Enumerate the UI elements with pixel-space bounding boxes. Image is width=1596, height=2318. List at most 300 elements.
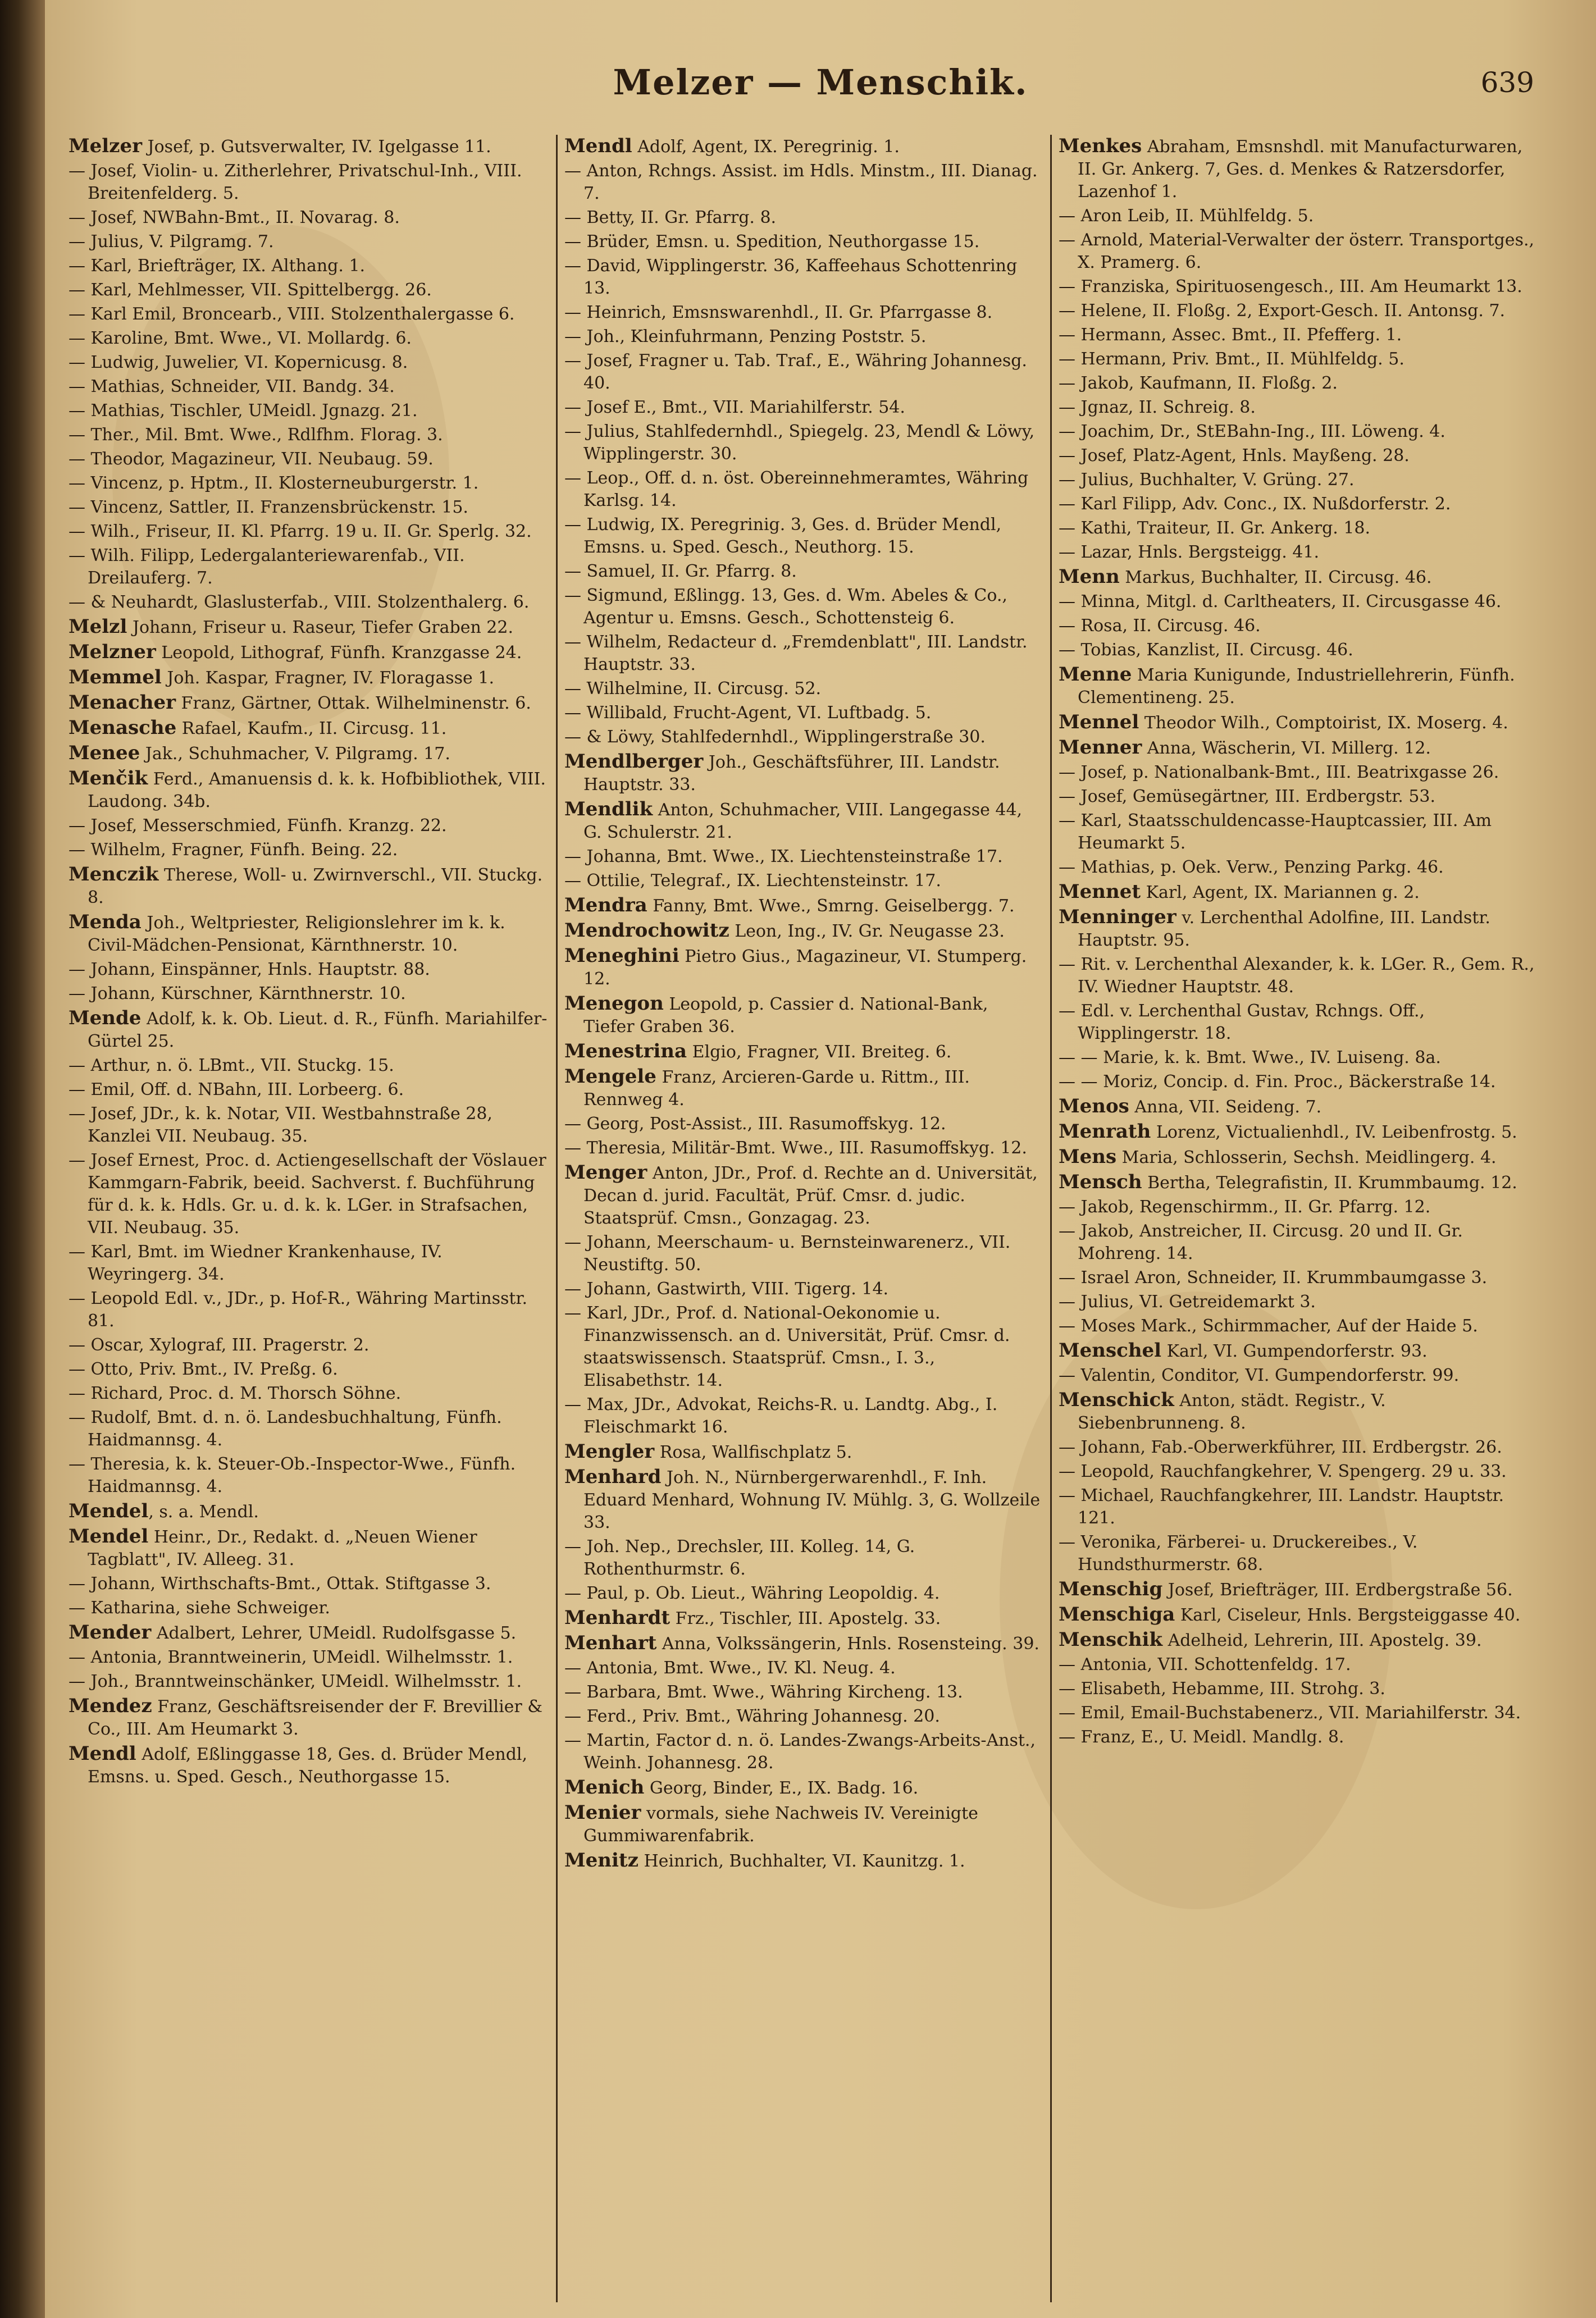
entry-surname: Mengler [564, 1440, 655, 1463]
entry-text: — Franz, E., U. Meidl. Mandlg. 8. [1059, 1727, 1344, 1747]
entry-text: — Emil, Email-Buchstabenerz., VII. Mariahilferstr. 34. [1059, 1703, 1521, 1723]
directory-entry [564, 919, 1043, 943]
entry-text: — Kathi, Traiteur, II. Gr. Ankerg. 18. [1059, 518, 1371, 538]
entry-surname: Mender [69, 1621, 152, 1644]
entry-surname: Mendl [564, 135, 632, 157]
entry-text: — Johann, Kürschner, Kärnthnerstr. 10. [69, 984, 406, 1003]
entry-surname: Mendlik [564, 798, 653, 820]
entry-text: — Rudolf, Bmt. d. n. ö. Landesbuchhaltung, Fünfh. Haidmannsg. 4. [69, 1408, 502, 1450]
entry-text: — Aron Leib, II. Mühlfeldg. 5. [1059, 206, 1314, 226]
entry-text: — Arnold, Material-Verwalter der österr. Transportges., X. Pramerg. 6. [1059, 230, 1535, 272]
directory-entry [69, 839, 549, 861]
directory-entry [69, 1149, 549, 1239]
entry-text: — Karl, Briefträger, IX. Althang. 1. [69, 256, 366, 276]
directory-entry [1059, 1628, 1538, 1652]
directory-entry [1059, 1196, 1538, 1219]
entry-surname: Mende [69, 1007, 142, 1029]
entry-text: Franz, Geschäftsreisender der F. Brevillier & Co., III. Am Heumarkt 3. [88, 1697, 543, 1739]
directory-entry [69, 1007, 549, 1053]
entry-text: — Betty, II. Gr. Pfarrg. 8. [564, 208, 777, 227]
entry-text: — Josef, Gemüsegärtner, III. Erdbergstr. 53. [1059, 787, 1436, 806]
directory-entry [564, 467, 1043, 512]
entry-text: Josef, p. Gutsverwalter, IV. Igelgasse 11. [142, 137, 491, 157]
entry-surname: Mennet [1059, 880, 1141, 903]
directory-entry [1059, 1071, 1538, 1093]
directory-entry [564, 1394, 1043, 1439]
directory-entry [1059, 1047, 1538, 1069]
directory-entry [564, 350, 1043, 395]
directory-entry [1059, 1220, 1538, 1265]
directory-entry [69, 863, 549, 909]
directory-entry [564, 944, 1043, 991]
directory-entry [1059, 469, 1538, 491]
entry-text: Lorenz, Victualienhdl., IV. Leibenfrostg. 5. [1151, 1123, 1517, 1142]
entry-text: Adolf, Agent, IX. Peregrinig. 1. [632, 137, 900, 157]
entry-surname: Mendrochowitz [564, 919, 729, 942]
entry-text: , s. a. Mendl. [148, 1502, 259, 1522]
entry-text: Joh. N., Nürnbergerwarenhdl., F. Inh. Eduard Menhard, Wohnung IV. Mühlg. 3, G. Wollzeile 33. [583, 1468, 1041, 1532]
entry-text: Fanny, Bmt. Wwe., Smrng. Geiselbergg. 7. [647, 896, 1015, 916]
entry-text: Johann, Friseur u. Raseur, Tiefer Graben 22. [127, 618, 514, 637]
entry-text: — Ludwig, IX. Peregrinig. 3, Ges. d. Brüder Mendl, Emsns. u. Sped. Gesch., Neuthorg. 15. [564, 515, 1002, 557]
directory-entry [564, 1582, 1043, 1605]
directory-entry [1059, 1726, 1538, 1749]
directory-entry [1059, 906, 1538, 952]
entry-text: — Mathias, Tischler, UMeidl. Jgnazg. 21. [69, 401, 418, 421]
entry-text: — Edl. v. Lerchenthal Gustav, Rchngs. Off., Wipplingerstr. 18. [1059, 1001, 1425, 1043]
directory-entry [1059, 953, 1538, 998]
directory-entry [564, 326, 1043, 348]
directory-entry [564, 160, 1043, 205]
entry-surname: Menschick [1059, 1389, 1174, 1411]
entry-text: Josef, Briefträger, III. Erdbergstraße 56. [1162, 1580, 1513, 1600]
entry-text: — Jakob, Anstreicher, II. Circusg. 20 und II. Gr. Mohreng. 14. [1059, 1221, 1463, 1263]
entry-text: Joh. Kaspar, Fragner, IV. Floragasse 1. [161, 668, 494, 688]
entry-text: Adolf, k. k. Ob. Lieut. d. R., Fünfh. Mariahilfer-Gürtel 25. [88, 1009, 548, 1051]
entry-text: Anna, VII. Seideng. 7. [1129, 1097, 1322, 1117]
directory-entry [1059, 396, 1538, 419]
entry-text: — Theresia, k. k. Steuer-Ob.-Inspector-Wwe., Fünfh. Haidmannsg. 4. [69, 1454, 516, 1496]
directory-entry [69, 1621, 549, 1645]
directory-entry [1059, 565, 1538, 589]
directory-entry [1059, 229, 1538, 274]
entry-surname: Menos [1059, 1095, 1129, 1117]
entry-text: Elgio, Fragner, VII. Breiteg. 6. [687, 1042, 952, 1062]
entry-text: — Tobias, Kanzlist, II. Circusg. 46. [1059, 640, 1353, 660]
directory-entry [564, 421, 1043, 466]
directory-entry [564, 894, 1043, 918]
directory-entry [69, 472, 549, 495]
entry-text: — Sigmund, Eßlingg. 13, Ges. d. Wm. Abeles & Co., Agentur u. Emsns. Gesch., Schottensteig 6. [564, 586, 1007, 628]
entry-text: — Karl, Staatsschuldencasse-Hauptcassier, III. Am Heumarkt 5. [1059, 811, 1492, 853]
entry-text: — Franziska, Spirituosengesch., III. Am Heumarkt 13. [1059, 277, 1522, 296]
entry-surname: Menne [1059, 663, 1132, 686]
entry-surname: Menhardt [564, 1607, 671, 1629]
entry-text: — Josef, Violin- u. Zitherlehrer, Privatschul-Inh., VIII. Breitenfelderg. 5. [69, 161, 522, 203]
directory-entry [1059, 135, 1538, 203]
page-header [45, 62, 1596, 124]
entry-surname: Melzner [69, 641, 156, 663]
entry-text: — Elisabeth, Hebamme, III. Strohg. 3. [1059, 1679, 1385, 1699]
entry-surname: Mendez [69, 1695, 152, 1717]
entry-text: Markus, Buchhalter, II. Circusg. 46. [1119, 568, 1432, 587]
entry-text: Leon, Ing., IV. Gr. Neugasse 23. [729, 921, 1005, 941]
entry-text: — Johanna, Bmt. Wwe., IX. Liechtensteinstraße 17. [564, 847, 1003, 866]
directory-entry [1059, 205, 1538, 227]
entry-surname: Menacher [69, 691, 176, 714]
entry-text: — Antonia, Bmt. Wwe., IV. Kl. Neug. 4. [564, 1658, 896, 1678]
entry-surname: Menestrina [564, 1040, 687, 1062]
directory-entry [69, 1742, 549, 1788]
entry-text: vormals, siehe Nachweis IV. Vereinigte Gummiwarenfabrik. [583, 1804, 978, 1846]
directory-entry [564, 1607, 1043, 1630]
directory-entry [69, 983, 549, 1005]
entry-surname: Mendlberger [564, 750, 704, 773]
entry-text: — Josef, JDr., k. k. Notar, VII. Westbahnstraße 28, Kanzlei VII. Neubaug. 35. [69, 1104, 493, 1146]
directory-entry [564, 1801, 1043, 1847]
directory-entry [69, 279, 549, 302]
entry-surname: Mengele [564, 1065, 656, 1088]
directory-entry [69, 352, 549, 374]
entry-text: — & Löwy, Stahlfedernhdl., Wipplingerstraße 30. [564, 727, 986, 747]
entry-text: Anton, Schuhmacher, VIII. Langegasse 44, G. Schulerstr. 21. [583, 800, 1023, 842]
directory-entry [69, 1500, 549, 1523]
directory-entry [1059, 1578, 1538, 1601]
directory-entry [564, 1231, 1043, 1276]
directory-entry [69, 666, 549, 690]
directory-entry [564, 135, 1043, 158]
directory-entry [564, 1137, 1043, 1160]
directory-entry [1059, 1095, 1538, 1119]
entry-text: — — Moriz, Concip. d. Fin. Proc., Bäckerstraße 14. [1059, 1072, 1496, 1092]
entry-surname: Menczik [69, 863, 159, 886]
directory-entry [69, 815, 549, 837]
directory-entry [564, 702, 1043, 724]
directory-entry [1059, 1339, 1538, 1363]
directory-entry [1059, 591, 1538, 613]
entry-text: — Joh., Kleinfuhrmann, Penzing Poststr. 5. [564, 327, 927, 346]
entry-text: Maria Kunigunde, Industriellehrerin, Fünfh. Clementineng. 25. [1078, 665, 1515, 708]
entry-text: — Antonia, VII. Schottenfeldg. 17. [1059, 1655, 1351, 1674]
entry-text: — Jakob, Kaufmann, II. Floßg. 2. [1059, 373, 1338, 393]
directory-entry [1059, 1485, 1538, 1530]
entry-text: — Julius, Buchhalter, V. Grüng. 27. [1059, 470, 1355, 490]
entry-text: — Jakob, Regenschirmm., II. Gr. Pfarrg. 12. [1059, 1197, 1431, 1217]
entry-text: Heinrich, Buchhalter, VI. Kaunitzg. 1. [638, 1851, 965, 1871]
entry-text: — Ottilie, Telegraf., IX. Liechtensteinstr. 17. [564, 871, 941, 891]
entry-surname: Mendra [564, 894, 647, 916]
entry-text: — Max, JDr., Advokat, Reichs-R. u. Landtg. Abg., I. Fleischmarkt 16. [564, 1395, 998, 1437]
entry-text: — Antonia, Branntweinerin, UMeidl. Wilhelmsstr. 1. [69, 1648, 513, 1667]
entry-text: Anna, Volkssängerin, Hnls. Rosensteing. 39. [656, 1634, 1039, 1654]
book-gutter [0, 0, 45, 2318]
directory-entry [69, 615, 549, 639]
directory-entry [564, 231, 1043, 253]
entry-text: — Rosa, II. Circusg. 46. [1059, 616, 1261, 636]
entry-surname: Menier [564, 1801, 641, 1824]
entry-surname: Mendl [69, 1742, 136, 1765]
entry-text: — Johann, Wirthschafts-Bmt., Ottak. Stiftgasse 3. [69, 1574, 491, 1594]
directory-entry [69, 742, 549, 765]
entry-text: — Otto, Priv. Bmt., IV. Preßg. 6. [69, 1359, 338, 1379]
entry-surname: Meneghini [564, 944, 680, 967]
entry-text: — Hermann, Priv. Bmt., II. Mühlfeldg. 5. [1059, 349, 1405, 369]
directory-entry [564, 678, 1043, 700]
directory-entry [564, 1849, 1043, 1873]
entry-text: Ferd., Amanuensis d. k. k. Hofbibliothek, VIII. Laudong. 34b. [88, 769, 546, 811]
entry-surname: Menasche [69, 717, 177, 739]
directory-entry [1059, 348, 1538, 371]
entry-text: — Georg, Post-Assist., III. Rasumoffskyg. 12. [564, 1114, 946, 1134]
directory-entry [564, 585, 1043, 629]
directory-entry [1059, 711, 1538, 734]
running-title: Melzer — Menschik. [613, 62, 1028, 103]
entry-text: — Leopold, Rauchfangkehrer, V. Spengerg. 29 u. 33. [1059, 1462, 1507, 1481]
directory-entry [564, 1113, 1043, 1135]
directory-entry [564, 992, 1043, 1038]
directory-entry [69, 1597, 549, 1619]
entry-text: — Ludwig, Juwelier, VI. Kopernicusg. 8. [69, 353, 408, 372]
directory-entry [69, 591, 549, 614]
entry-surname: Menschik [1059, 1628, 1163, 1651]
directory-entry [564, 1730, 1043, 1774]
entry-text: Pietro Gius., Magazineur, VI. Stumperg. 12. [583, 947, 1027, 989]
directory-entry [69, 545, 549, 590]
entry-text: — Josef, Fragner u. Tab. Traf., E., Währing Johannesg. 40. [564, 351, 1027, 393]
entry-text: Karl, Agent, IX. Mariannen g. 2. [1141, 883, 1420, 902]
entry-surname: Menkes [1059, 135, 1142, 157]
entry-text: — Ferd., Priv. Bmt., Währing Johannesg. 20. [564, 1706, 940, 1726]
directory-entry [564, 1632, 1043, 1655]
directory-entry [1059, 517, 1538, 540]
entry-text: — Wilh., Friseur, II. Kl. Pfarrg. 19 u. II. Gr. Sperlg. 32. [69, 522, 532, 541]
directory-entry [564, 1161, 1043, 1230]
directory-entry [69, 424, 549, 446]
entry-text: — Theresia, Militär-Bmt. Wwe., III. Rasumoffskyg. 12. [564, 1138, 1027, 1158]
directory-entry [69, 303, 549, 326]
entry-text: — Barbara, Bmt. Wwe., Währing Kircheng. 13. [564, 1682, 963, 1702]
entry-text: — Samuel, II. Gr. Pfarrg. 8. [564, 562, 797, 581]
entry-text: — Valentin, Conditor, VI. Gumpendorferstr. 99. [1059, 1366, 1460, 1385]
entry-text: — Julius, Stahlfedernhdl., Spiegelg. 23, Mendl & Löwy, Wipplingerstr. 30. [564, 422, 1035, 464]
page-number: 639 [1480, 66, 1534, 99]
directory-entry [564, 631, 1043, 676]
directory-entry [69, 1241, 549, 1286]
directory-entry [69, 327, 549, 350]
directory-entry [69, 376, 549, 398]
entry-text: — Johann, Fab.-Oberwerkführer, III. Erdbergstr. 26. [1059, 1438, 1502, 1457]
entry-text: — Julius, VI. Getreidemarkt 3. [1059, 1292, 1316, 1312]
entry-text: Rosa, Wallfischplatz 5. [654, 1443, 852, 1462]
entry-text: — Richard, Proc. d. M. Thorsch Söhne. [69, 1384, 402, 1403]
entry-text: Heinr., Dr., Redakt. d. „Neuen Wiener Tagblatt", IV. Alleeg. 31. [88, 1527, 477, 1569]
directory-entry [564, 1278, 1043, 1301]
entry-text: Maria, Schlosserin, Sechsh. Meidlingerg. 4. [1116, 1148, 1497, 1167]
directory-entry [69, 1407, 549, 1452]
entry-text: — Jgnaz, II. Schreig. 8. [1059, 398, 1256, 417]
directory-entry [1059, 372, 1538, 395]
entry-text: — Helene, II. Floßg. 2, Export-Gesch. II. Antonsg. 7. [1059, 301, 1506, 321]
directory-entry [564, 1302, 1043, 1392]
directory-entry [1059, 1603, 1538, 1627]
entry-text: — — Marie, k. k. Bmt. Wwe., IV. Luiseng. 8a. [1059, 1048, 1441, 1067]
entry-text: — Karl Emil, Broncearb., VIII. Stolzenthalergasse 6. [69, 304, 515, 324]
directory-entry [69, 1695, 549, 1741]
entry-text: — Josef, p. Nationalbank-Bmt., III. Beatrixgasse 26. [1059, 763, 1499, 782]
entry-text: Joh., Geschäftsführer, III. Landstr. Hauptstr. 33. [583, 752, 1000, 795]
entry-surname: Memmel [69, 666, 162, 688]
directory-entry [1059, 1146, 1538, 1169]
directory-entry [69, 691, 549, 715]
entry-text: — Arthur, n. ö. LBmt., VII. Stuckg. 15. [69, 1056, 394, 1075]
directory-entry [564, 750, 1043, 796]
directory-entry [1059, 736, 1538, 760]
directory-entry [1059, 663, 1538, 709]
directory-entry [69, 1453, 549, 1498]
entry-text: Abraham, Emsnshdl. mit Manufacturwaren, II. Gr. Ankerg. 7, Ges. d. Menkes & Ratzersdorfer, Lazenhof 1. [1078, 137, 1523, 202]
entry-text: Adelheid, Lehrerin, III. Apostelg. 39. [1162, 1631, 1482, 1650]
entry-text: Karl, Ciseleur, Hnls. Bergsteiggasse 40. [1175, 1605, 1521, 1625]
directory-entry [69, 160, 549, 205]
directory-entry [1059, 1365, 1538, 1387]
entry-surname: Menninger [1059, 906, 1177, 928]
directory-entry [564, 1705, 1043, 1728]
entry-text: — Oscar, Xylograf, III. Pragerstr. 2. [69, 1335, 370, 1355]
entry-surname: Menee [69, 742, 140, 764]
directory-entry [1059, 856, 1538, 879]
entry-text: — Josef, NWBahn-Bmt., II. Novarag. 8. [69, 208, 400, 227]
directory-entry [1059, 324, 1538, 346]
entry-text: — Wilh. Filipp, Ledergalanteriewarenfab., VII. Dreilauferg. 7. [69, 546, 465, 588]
directory-entry [69, 521, 549, 543]
directory-entry [1059, 1678, 1538, 1700]
entry-text: — Johann, Meerschaum- u. Bernsteinwarenerz., VII. Neustiftg. 50. [564, 1233, 1011, 1275]
directory-entry [69, 231, 549, 253]
entry-text: Joh., Weltpriester, Religionslehrer im k. k. Civil-Mädchen-Pensionat, Kärnthnerstr. 10. [88, 913, 505, 955]
entry-surname: Menhard [564, 1466, 662, 1488]
directory-entry [564, 1065, 1043, 1111]
entry-text: — Josef E., Bmt., VII. Mariahilferstr. 54. [564, 398, 905, 417]
entry-text: Leopold, p. Cassier d. National-Bank, Tiefer Graben 36. [583, 994, 988, 1037]
entry-text: — Leop., Off. d. n. öst. Obereinnehmeramtes, Währing Karlsg. 14. [564, 468, 1029, 510]
directory-entry [69, 1382, 549, 1405]
directory-entry [564, 1440, 1043, 1464]
directory-entry [69, 959, 549, 981]
column-right [1050, 135, 1544, 2302]
entry-surname: Menda [69, 911, 142, 933]
directory-entry [564, 1536, 1043, 1581]
directory-entry [1059, 493, 1538, 515]
directory-entry [69, 1671, 549, 1693]
directory-entry [564, 560, 1043, 583]
entry-surname: Melzl [69, 615, 127, 638]
directory-entry [69, 1103, 549, 1148]
entry-text: — Joh. Nep., Drechsler, III. Kolleg. 14, G. Rothenthurmstr. 6. [564, 1537, 915, 1579]
entry-surname: Menger [564, 1161, 647, 1184]
entry-text: — Johann, Einspänner, Hnls. Hauptstr. 88. [69, 960, 430, 979]
entry-surname: Menitz [564, 1849, 639, 1872]
directory-entry [1059, 300, 1538, 322]
directory-entry [1059, 1000, 1538, 1045]
directory-entry [1059, 1315, 1538, 1338]
entry-text: — Wilhelm, Fragner, Fünfh. Being. 22. [69, 840, 398, 860]
directory-entry [69, 1358, 549, 1381]
entry-surname: Mensch [1059, 1171, 1142, 1193]
entry-text: — Israel Aron, Schneider, II. Krummbaumgasse 3. [1059, 1268, 1488, 1288]
entry-surname: Menrath [1059, 1120, 1151, 1143]
directory-entry [1059, 1389, 1538, 1435]
entry-text: — Karl, Bmt. im Wiedner Krankenhause, IV. Weyringerg. 34. [69, 1242, 443, 1284]
entry-surname: Menčik [69, 767, 148, 790]
entry-text: Rafael, Kaufm., II. Circusg. 11. [176, 719, 447, 738]
directory-entry [564, 846, 1043, 868]
directory-entry [1059, 761, 1538, 784]
entry-text: Jak., Schuhmacher, V. Pilgramg. 17. [140, 744, 450, 764]
entry-text: — Anton, Rchngs. Assist. im Hdls. Minstm., III. Dianag. 7. [564, 161, 1038, 203]
directory-entry [69, 207, 549, 229]
entry-text: — Joachim, Dr., StEBahn-Ing., III. Löweng. 4. [1059, 422, 1445, 441]
directory-entry [69, 1573, 549, 1595]
directory-entry [564, 207, 1043, 229]
entry-text: — Leopold Edl. v., JDr., p. Hof-R., Währing Martinsstr. 81. [69, 1289, 528, 1331]
entry-surname: Menschiga [1059, 1603, 1175, 1626]
directory-entry [69, 135, 549, 158]
entry-surname: Menegon [564, 992, 664, 1015]
entry-text: — Moses Mark., Schirmmacher, Auf der Haide 5. [1059, 1316, 1478, 1336]
entry-text: — Josef, Platz-Agent, Hnls. Mayßeng. 28. [1059, 446, 1410, 466]
directory-columns [62, 135, 1544, 2302]
directory-entry [564, 1466, 1043, 1534]
directory-entry [1059, 880, 1538, 904]
entry-text: Karl, VI. Gumpendorferstr. 93. [1161, 1341, 1428, 1361]
directory-entry [564, 255, 1043, 300]
directory-entry [69, 400, 549, 422]
entry-text: — Vincenz, p. Hptm., II. Klosterneuburgerstr. 1. [69, 473, 479, 493]
entry-text: — Mathias, Schneider, VII. Bandg. 34. [69, 377, 395, 396]
entry-text: — Paul, p. Ob. Lieut., Währing Leopoldig. 4. [564, 1584, 940, 1603]
directory-entry [69, 255, 549, 277]
entry-text: Georg, Binder, E., IX. Badg. 16. [644, 1778, 919, 1798]
column-middle [556, 135, 1050, 2302]
entry-text: — Ther., Mil. Bmt. Wwe., Rdlfhm. Florag. 3. [69, 425, 443, 445]
directory-entry [564, 870, 1043, 892]
entry-text: — Katharina, siehe Schweiger. [69, 1598, 330, 1618]
entry-text: — Karoline, Bmt. Wwe., VI. Mollardg. 6. [69, 328, 412, 348]
directory-entry [1059, 1531, 1538, 1576]
entry-text: — Josef, Messerschmied, Fünfh. Kranzg. 22. [69, 816, 447, 836]
entry-text: Adolf, Eßlinggasse 18, Ges. d. Brüder Mendl, Emsns. u. Sped. Gesch., Neuthorgasse 15. [88, 1745, 528, 1787]
entry-text: — Veronika, Färberei- u. Druckereibes., V. Hundsthurmerstr. 68. [1059, 1532, 1418, 1575]
entry-text: — Rit. v. Lerchenthal Alexander, k. k. LGer. R., Gem. R., IV. Wiedner Hauptstr. 48. [1059, 955, 1535, 997]
entry-text: — & Neuhardt, Glaslusterfab., VIII. Stolzenthalerg. 6. [69, 592, 530, 612]
column-left [62, 135, 556, 2302]
directory-entry [1059, 1120, 1538, 1144]
directory-entry [1059, 421, 1538, 443]
directory-entry [1059, 639, 1538, 661]
directory-entry [69, 1079, 549, 1101]
entry-text: — Emil, Off. d. NBahn, III. Lorbeerg. 6. [69, 1080, 404, 1099]
directory-entry [1059, 445, 1538, 467]
directory-entry [69, 448, 549, 471]
directory-entry [564, 1681, 1043, 1704]
directory-entry [1059, 1171, 1538, 1194]
entry-text: — Michael, Rauchfangkehrer, III. Landstr. Hauptstr. 121. [1059, 1486, 1504, 1528]
entry-surname: Mendel [69, 1500, 149, 1522]
directory-entry [69, 641, 549, 664]
entry-text: Anna, Wäscherin, VI. Millerg. 12. [1142, 738, 1431, 758]
directory-entry [69, 717, 549, 740]
entry-surname: Melzer [69, 135, 143, 157]
